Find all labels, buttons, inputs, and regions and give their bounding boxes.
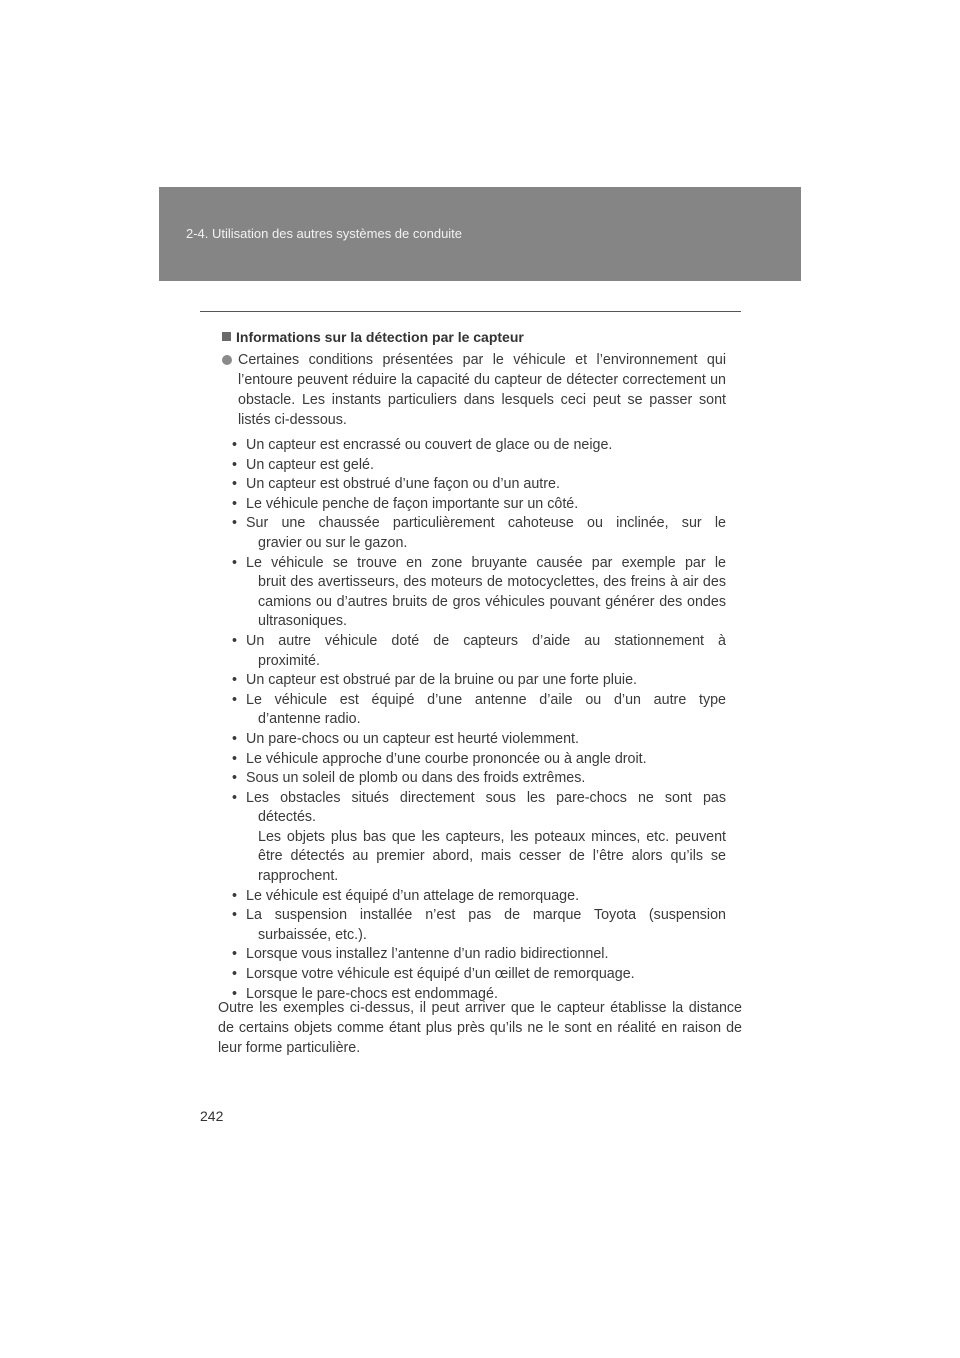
page-number: 242 bbox=[200, 1108, 224, 1124]
list-item: • Le véhicule penche de façon importante sur un côté. bbox=[232, 495, 726, 515]
list-item: • Un pare-chocs ou un capteur est heurté violemment. bbox=[232, 730, 726, 750]
list-item: • Sous un soleil de plomb ou dans des froids extrêmes. bbox=[232, 769, 726, 789]
list-item: • Lorsque votre véhicule est équipé d’un œillet de remorquage. bbox=[232, 965, 726, 985]
list-item: • La suspension installée n’est pas de marque Toyota (suspension surbaissée, etc.). bbox=[232, 906, 726, 945]
intro-paragraph: Certaines conditions présentées par le véhicule et l’environnement qui l’entoure peuvent réduire la capacité du capteur de détecter correctement un obstacle. Les instants particuliers dans lesquels ceci peut se passer sont listés ci-dessous. bbox=[238, 352, 726, 428]
list-item: • Sur une chaussée particulièrement cahoteuse ou inclinée, sur le gravier ou sur le gazon. bbox=[232, 514, 726, 553]
list-item: • Un capteur est gelé. bbox=[232, 456, 726, 476]
closing-paragraph: Outre les exemples ci-dessus, il peut arriver que le capteur établisse la distance de certains objets comme étant plus près qu’ils ne le sont en réalité en raison de leur forme particulière. bbox=[218, 1000, 742, 1056]
section-heading bbox=[222, 329, 524, 345]
list-item: • Le véhicule est équipé d’une antenne d’aile ou d’un autre type d’antenne radio. bbox=[232, 691, 726, 730]
chapter-title: 2-4. Utilisation des autres systèmes de conduite bbox=[186, 226, 463, 241]
list-item: • Le véhicule se trouve en zone bruyante causée par exemple par le bruit des avertisseurs, des moteurs de motocyclettes, des freins à air des camions ou d’autres bruits de gros véhicules pouvant générer des ondes ultrasoniques. bbox=[232, 554, 726, 632]
section-heading-text: Informations sur la détection par le capteur bbox=[236, 329, 524, 345]
circle-bullet-icon bbox=[222, 355, 232, 365]
section-divider bbox=[200, 311, 741, 312]
list-item: • Un autre véhicule doté de capteurs d’aide au stationnement à proximité. bbox=[232, 632, 726, 671]
square-bullet-icon bbox=[222, 332, 231, 341]
list-item: • Les obstacles situés directement sous les pare-chocs ne sont pas détectés. Les objets plus bas que les capteurs, les poteaux minces, etc. peuvent être détectés au premier abord, mais cesser de l’être alors qu’ils se rapprochent. bbox=[232, 789, 726, 887]
chapter-header bbox=[159, 187, 801, 281]
list-item: • Le véhicule approche d’une courbe prononcée ou à angle droit. bbox=[232, 750, 726, 770]
list-item: • Lorsque le pare-chocs est endommagé. bbox=[232, 985, 726, 1005]
list-item: • Lorsque vous installez l’antenne d’un radio bidirectionnel. bbox=[232, 945, 726, 965]
list-item: • Le véhicule est équipé d’un attelage de remorquage. bbox=[232, 887, 726, 907]
list-item: • Un capteur est encrassé ou couvert de glace ou de neige. bbox=[232, 436, 726, 456]
list-item: • Un capteur est obstrué par de la bruine ou par une forte pluie. bbox=[232, 671, 726, 691]
list-item: • Un capteur est obstrué d’une façon ou d’un autre. bbox=[232, 475, 726, 495]
conditions-list bbox=[232, 436, 726, 1004]
